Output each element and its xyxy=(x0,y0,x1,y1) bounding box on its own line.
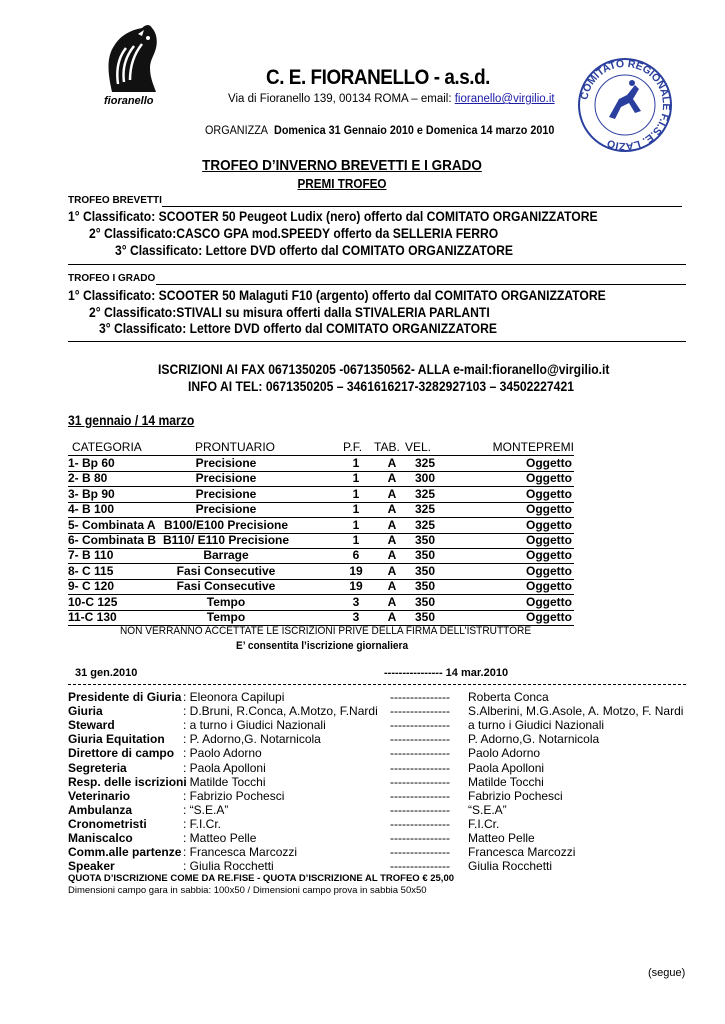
header-pf: P.F. xyxy=(343,440,363,454)
dimensioni-line: Dimensioni campo gara in sabbia: 100x50 / Dimensioni campo prova in sabbia 50x50 xyxy=(68,885,427,896)
page-title: TROFEO D’INVERNO BREVETTI E I GRADO xyxy=(202,157,482,174)
cell-pf: 3 xyxy=(352,594,360,609)
cell-prontuario: Precisione xyxy=(195,471,257,486)
cell-prontuario: Barrage xyxy=(203,548,249,563)
staff-row xyxy=(68,718,718,732)
staff-dashes: --------------- xyxy=(390,845,450,860)
cell-categoria: 7- B 110 xyxy=(68,548,114,563)
cell-montepremi: Oggetto xyxy=(526,456,572,470)
staff-dashes: --------------- xyxy=(390,774,450,789)
logo-caption: fioranello xyxy=(104,95,154,107)
brevetti-prize-1: 1° Classificato: SCOOTER 50 Peugeot Ludix (nero) offerto dal COMITATO ORGANIZZATORE xyxy=(68,209,598,224)
cell-categoria: 9- C 120 xyxy=(68,579,115,594)
staff-left-value: : Francesca Marcozzi xyxy=(183,845,298,860)
staff-role: Segreteria xyxy=(68,760,127,775)
cell-categoria: 1- Bp 60 xyxy=(68,456,115,470)
cell-prontuario: B100/E100 Precisione xyxy=(163,517,289,532)
brevetti-prize-3: 3° Classificato: Lettore DVD offerto dal COMITATO ORGANIZZATORE xyxy=(115,243,513,258)
staff-right-value: S.Alberini, M.G.Asole, A. Motzo, F. Nardi xyxy=(468,704,684,719)
cell-pf: 1 xyxy=(352,471,360,486)
club-logo xyxy=(98,22,164,96)
staff-role: Veterinario xyxy=(68,788,131,803)
cell-vel: 350 xyxy=(414,594,436,609)
staff-right-value: “S.E.A” xyxy=(468,802,507,817)
club-address xyxy=(228,93,555,105)
dates-heading: 31 gennaio / 14 marzo xyxy=(68,413,195,428)
cell-prontuario: Precisione xyxy=(195,456,257,470)
header-categoria: CATEGORIA xyxy=(72,440,142,454)
club-name: C. E. FIORANELLO - a.s.d. xyxy=(266,66,490,89)
table-note-2: E’ consentita l’iscrizione giornaliera xyxy=(236,640,409,652)
divider xyxy=(68,341,686,342)
cell-vel: 325 xyxy=(414,456,436,470)
cell-pf: 6 xyxy=(352,548,360,563)
staff-row xyxy=(68,803,718,817)
cell-pf: 1 xyxy=(352,486,360,501)
cell-tab: A xyxy=(387,456,397,470)
staff-left-value: : Matteo Pelle xyxy=(183,831,257,845)
grado-prize-1: 1° Classificato: SCOOTER 50 Malaguti F10 (argento) offerto dal COMITATO ORGANIZZATORE xyxy=(68,288,606,303)
staff-dashes: --------------- xyxy=(390,746,450,761)
seal-emblem-icon xyxy=(575,55,675,155)
staff-right-value: Francesca Marcozzi xyxy=(468,845,576,860)
cell-montepremi: Oggetto xyxy=(526,610,572,624)
staff-left-value: : Fabrizio Pochesci xyxy=(183,788,285,803)
segue-label: (segue) xyxy=(648,967,686,979)
cell-vel: 325 xyxy=(414,502,436,517)
header-prontuario: PRONTUARIO xyxy=(195,440,276,454)
staff-role: Comm.alle partenze xyxy=(68,845,182,860)
staff-row xyxy=(68,789,718,803)
cell-tab: A xyxy=(387,610,397,624)
cell-categoria: 10-C 125 xyxy=(68,594,118,609)
staff-dashes: --------------- xyxy=(390,802,450,817)
grado-prize-3: 3° Classificato: Lettore DVD offerto dal COMITATO ORGANIZZATORE xyxy=(99,321,497,336)
cell-categoria: 11-C 130 xyxy=(68,610,117,624)
table-row xyxy=(68,533,574,549)
staff-left-value: : Paola Apolloni xyxy=(183,760,266,775)
divider xyxy=(156,284,686,285)
staff-left-value: : Paolo Adorno xyxy=(183,746,262,761)
cell-tab: A xyxy=(387,502,397,517)
staff-role: Ambulanza xyxy=(68,802,133,817)
cell-categoria: 6- Combinata B xyxy=(68,533,157,547)
staff-role: Steward xyxy=(68,718,115,733)
staff-row xyxy=(68,859,718,873)
grado-prize-2: 2° Classificato:STIVALI su misura offerti dalla STIVALERIA PARLANTI xyxy=(89,305,490,320)
cell-tab: A xyxy=(387,517,397,532)
cell-vel: 325 xyxy=(414,517,436,532)
iscrizioni-fax: ISCRIZIONI AI FAX 0671350205 -0671350562- ALLA e-mail:fioranello@virgilio.it xyxy=(158,362,610,377)
cell-prontuario: Precisione xyxy=(195,502,257,517)
staff-row xyxy=(68,690,718,704)
cell-montepremi: Oggetto xyxy=(526,594,572,609)
staff-role: Resp. delle iscrizioni xyxy=(68,774,187,789)
cell-vel: 350 xyxy=(414,533,436,547)
staff-row xyxy=(68,746,718,760)
address-text: Via di Fioranello 139, 00134 ROMA – email: xyxy=(228,93,455,105)
divider xyxy=(68,264,686,265)
table-row xyxy=(68,579,574,595)
cell-montepremi: Oggetto xyxy=(526,548,572,563)
cell-tab: A xyxy=(387,486,397,501)
table-row xyxy=(68,456,574,472)
staff-role: Presidente di Giuria xyxy=(68,690,182,704)
cell-pf: 1 xyxy=(352,533,360,547)
staff-right-value: Fabrizio Pochesci xyxy=(468,788,563,803)
cell-vel: 350 xyxy=(414,610,436,624)
cell-categoria: 8- C 115 xyxy=(68,563,114,578)
staff-dashes: --------------- xyxy=(390,704,450,719)
staff-right-value: Matilde Tocchi xyxy=(468,774,544,789)
cell-vel: 350 xyxy=(414,548,436,563)
staff-left-value: : “S.E.A” xyxy=(183,802,229,817)
email-link[interactable]: fioranello@virgilio.it xyxy=(454,93,555,105)
staff-left-value: : Giulia Rocchetti xyxy=(183,859,274,874)
staff-right-value: Paola Apolloni xyxy=(468,760,545,775)
cell-pf: 1 xyxy=(352,456,360,470)
divider xyxy=(68,684,686,685)
divider xyxy=(162,206,682,207)
staff-right-value: Giulia Rocchetti xyxy=(468,859,553,874)
staff-left-value: : Matilde Tocchi xyxy=(183,774,266,789)
cell-prontuario: Precisione xyxy=(195,486,257,501)
cell-vel: 350 xyxy=(414,563,436,578)
cell-vel: 300 xyxy=(414,471,436,486)
cell-pf: 19 xyxy=(349,563,363,578)
cell-tab: A xyxy=(387,579,397,594)
organizza-label: ORGANIZZA xyxy=(205,123,269,137)
staff-left-value: : D.Bruni, R.Conca, A.Motzo, F.Nardi xyxy=(183,704,378,719)
table-row xyxy=(68,548,574,564)
trofeo-grado-label: TROFEO I GRADO xyxy=(68,273,156,284)
quota-line: QUOTA D’ISCRIZIONE COME DA RE.FISE - QUOTA D’ISCRIZIONE AL TROFEO € 25,00 xyxy=(68,873,455,884)
staff-row xyxy=(68,817,718,831)
table-row xyxy=(68,487,574,503)
cell-tab: A xyxy=(387,471,397,486)
table-header xyxy=(68,440,574,456)
staff-date-right: ---------------- 14 mar.2010 xyxy=(384,667,509,679)
staff-left-value: : a turno i Giudici Nazionali xyxy=(183,718,326,733)
table-row xyxy=(68,502,574,518)
header-montepremi: MONTEPREMI xyxy=(492,440,574,454)
header-vel: VEL. xyxy=(405,440,432,454)
cell-pf: 19 xyxy=(349,579,363,594)
staff-left-value: : F.I.Cr. xyxy=(183,816,222,831)
staff-role: Giuria Equitation xyxy=(68,732,165,747)
cell-categoria: 4- B 100 xyxy=(68,502,115,517)
staff-row xyxy=(68,831,718,845)
seal-text: COMITATO REGIONALE F.I.S.E. LAZIO xyxy=(578,57,673,153)
cell-montepremi: Oggetto xyxy=(526,502,572,517)
staff-right-value: Roberta Conca xyxy=(468,690,549,704)
cell-montepremi: Oggetto xyxy=(526,486,572,501)
table-row xyxy=(68,595,574,611)
cell-prontuario: B110/ E110 Precisione xyxy=(162,533,290,547)
staff-role: Speaker xyxy=(68,859,115,874)
cell-pf: 1 xyxy=(352,517,360,532)
staff-right-value: Matteo Pelle xyxy=(468,831,535,845)
staff-role: Giuria xyxy=(68,704,103,719)
cell-vel: 325 xyxy=(414,486,436,501)
cell-vel: 350 xyxy=(414,579,436,594)
cell-prontuario: Fasi Consecutive xyxy=(176,579,276,594)
staff-role: Maniscalco xyxy=(68,831,133,845)
staff-dashes: --------------- xyxy=(390,760,450,775)
staff-dashes: --------------- xyxy=(390,732,450,747)
cell-tab: A xyxy=(387,533,397,547)
cell-pf: 3 xyxy=(352,610,360,624)
header-tab: TAB. xyxy=(374,440,400,454)
table-row xyxy=(68,564,574,580)
staff-dashes: --------------- xyxy=(390,831,450,845)
organizza-line xyxy=(205,123,554,137)
staff-left-value: : P. Adorno,G. Notarnicola xyxy=(183,732,321,747)
cell-categoria: 2- B 80 xyxy=(68,471,108,486)
cell-montepremi: Oggetto xyxy=(526,579,572,594)
staff-date-left: 31 gen.2010 xyxy=(75,667,138,679)
cell-prontuario: Fasi Consecutive xyxy=(176,563,276,578)
organizza-dates: Domenica 31 Gennaio 2010 e Domenica 14 marzo 2010 xyxy=(274,123,555,137)
cell-tab: A xyxy=(387,548,397,563)
staff-right-value: P. Adorno,G. Notarnicola xyxy=(468,732,600,747)
trofeo-brevetti-label: TROFEO BREVETTI xyxy=(68,195,162,206)
staff-row xyxy=(68,775,718,789)
cell-montepremi: Oggetto xyxy=(526,533,572,547)
staff-row xyxy=(68,704,718,718)
cell-montepremi: Oggetto xyxy=(526,471,572,486)
staff-dashes: --------------- xyxy=(390,788,450,803)
staff-right-value: Paolo Adorno xyxy=(468,746,541,761)
staff-dashes: --------------- xyxy=(390,718,450,733)
staff-dashes: --------------- xyxy=(390,816,450,831)
staff-dashes: --------------- xyxy=(390,690,450,704)
cell-prontuario: Tempo xyxy=(206,594,246,609)
staff-right-value: a turno i Giudici Nazionali xyxy=(468,718,605,733)
iscrizioni-info: INFO AI TEL: 0671350205 – 3461616217-3282927103 – 34502227421 xyxy=(188,379,574,394)
cell-montepremi: Oggetto xyxy=(526,517,572,532)
staff-right-value: F.I.Cr. xyxy=(468,816,500,831)
cell-montepremi: Oggetto xyxy=(526,563,572,578)
table-row xyxy=(68,471,574,487)
cell-tab: A xyxy=(387,563,397,578)
staff-row xyxy=(68,845,718,859)
fise-lazio-seal xyxy=(575,55,675,155)
table-row xyxy=(68,518,574,534)
cell-categoria: 3- Bp 90 xyxy=(68,486,115,501)
staff-row xyxy=(68,732,718,746)
table-note-1: NON VERRANNO ACCETTATE LE ISCRIZIONI PRIVE DELLA FIRMA DELL’ISTRUTTORE xyxy=(120,625,532,637)
cell-prontuario: Tempo xyxy=(206,610,246,624)
table-row xyxy=(68,610,574,626)
staff-role: Direttore di campo xyxy=(68,746,175,761)
cell-tab: A xyxy=(387,594,397,609)
brevetti-prize-2: 2° Classificato:CASCO GPA mod.SPEEDY offerto da SELLERIA FERRO xyxy=(89,226,499,241)
staff-row xyxy=(68,761,718,775)
staff-left-value: : Eleonora Capilupi xyxy=(183,690,285,704)
cell-categoria: 5- Combinata A xyxy=(68,517,156,532)
staff-dashes: --------------- xyxy=(390,859,450,874)
page-subtitle: PREMI TROFEO xyxy=(297,176,387,191)
cell-pf: 1 xyxy=(352,502,360,517)
staff-role: Cronometristi xyxy=(68,816,147,831)
horse-head-icon xyxy=(98,22,164,96)
